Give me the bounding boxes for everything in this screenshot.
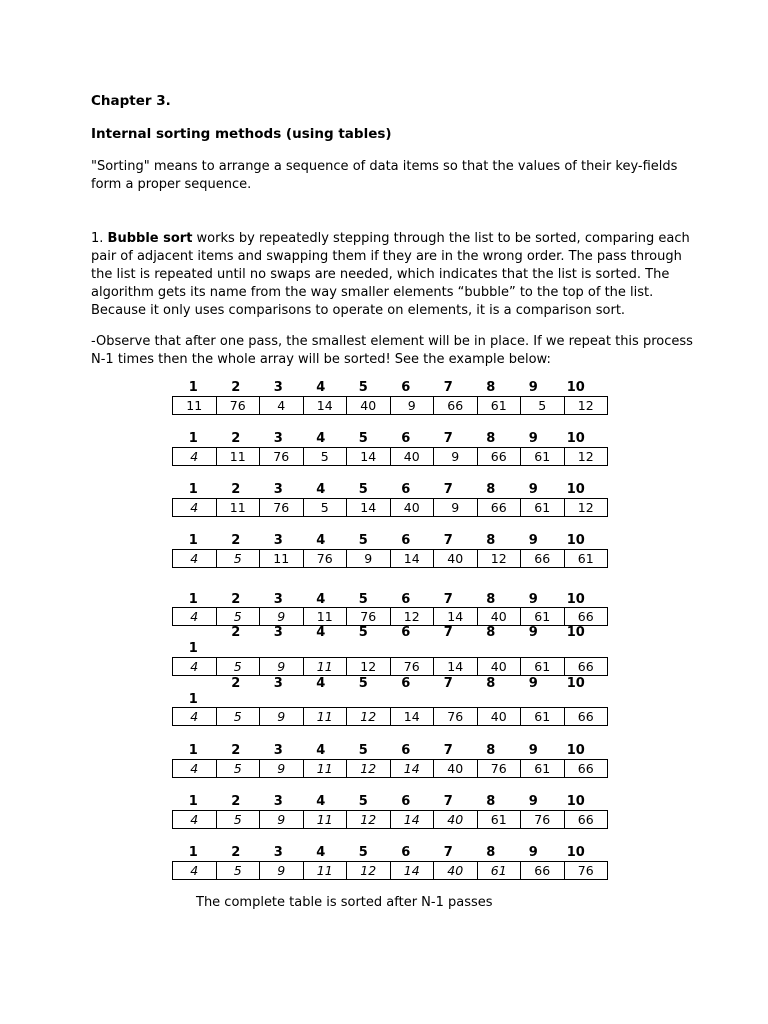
index-label: 3 [273,592,283,607]
index-label: 9 [528,845,538,860]
pass-values-row [172,498,608,517]
pass-values-row [172,447,608,466]
array-cell: 5 [303,499,347,517]
pass-header [172,380,597,396]
index-label: 2 [231,482,241,497]
index-label: 2 [231,743,241,758]
array-cell: 9 [390,397,434,415]
index-label: 1 [188,692,198,707]
array-cell: 76 [390,658,434,676]
array-cell: 5 [216,811,260,829]
bubble-term: Bubble sort [107,231,193,246]
array-cell: 11 [303,708,347,726]
array-cell: 5 [303,448,347,466]
index-label: 4 [316,794,326,809]
array-cell: 11 [173,397,217,415]
index-label: 7 [443,380,453,395]
array-cell: 61 [521,760,565,778]
array-cell: 61 [521,448,565,466]
array-cell: 11 [303,760,347,778]
index-label: 4 [316,743,326,758]
index-label: 7 [443,431,453,446]
index-label: 10 [566,676,585,691]
array-cell: 76 [303,550,347,568]
array-cell: 11 [260,550,304,568]
array-cell: 9 [260,760,304,778]
array-cell: 61 [521,499,565,517]
index-label: 8 [486,592,496,607]
array-cell: 12 [347,862,391,880]
index-label: 9 [528,794,538,809]
array-cell: 9 [347,550,391,568]
index-label: 4 [316,845,326,860]
index-label: 9 [528,482,538,497]
array-cell: 66 [564,811,608,829]
index-label: 9 [528,431,538,446]
intro-paragraph [91,158,691,194]
index-label: 6 [401,676,411,691]
chapter-heading: Chapter 3. [91,93,171,109]
array-cell: 4 [260,397,304,415]
array-cell: 5 [216,862,260,880]
pass-values-row [172,607,608,626]
index-label: 3 [273,845,283,860]
index-label: 7 [443,625,453,640]
index-label: 10 [566,625,585,640]
array-cell: 40 [434,550,478,568]
index-label: 3 [273,743,283,758]
array-cell: 4 [173,550,217,568]
intro-line: form a proper sequence. [91,177,252,192]
pass-header [172,592,597,608]
index-label: 3 [273,625,283,640]
array-cell: 76 [564,862,608,880]
pass-header [172,625,597,656]
array-cell: 12 [564,448,608,466]
index-label: 3 [273,794,283,809]
index-label: 4 [316,380,326,395]
pass-values-row [172,810,608,829]
index-label: 5 [358,845,368,860]
index-label: 6 [401,380,411,395]
array-cell: 76 [477,760,521,778]
index-label: 4 [316,676,326,691]
index-label: 6 [401,794,411,809]
array-cell: 11 [303,862,347,880]
array-cell: 12 [347,658,391,676]
array-cell: 11 [303,608,347,626]
index-label: 8 [486,845,496,860]
array-cell: 5 [216,760,260,778]
pass-values-row [172,396,608,415]
array-cell: 61 [521,658,565,676]
index-label: 7 [443,592,453,607]
bubble-first-line [91,230,691,248]
array-cell: 40 [347,397,391,415]
caption: The complete table is sorted after N-1 passes [196,895,493,910]
index-label: 3 [273,482,283,497]
index-label: 10 [566,592,585,607]
array-cell: 66 [521,862,565,880]
index-label: 1 [188,743,198,758]
index-label: 8 [486,431,496,446]
index-label: 5 [358,592,368,607]
index-label: 10 [566,794,585,809]
array-cell: 40 [434,862,478,880]
array-cell: 14 [303,397,347,415]
array-cell: 12 [347,760,391,778]
array-cell: 12 [347,811,391,829]
bubble-line: Because it only uses comparisons to operate on elements, it is a comparison sort. [91,303,626,318]
pass-header [172,533,597,549]
index-label: 8 [486,533,496,548]
array-cell: 4 [173,608,217,626]
index-label: 7 [443,794,453,809]
index-label: 2 [231,533,241,548]
index-label: 10 [566,845,585,860]
array-cell: 9 [434,448,478,466]
array-cell: 9 [260,811,304,829]
index-label: 6 [401,533,411,548]
pass-values-row [172,657,608,676]
index-label: 8 [486,794,496,809]
array-cell: 61 [564,550,608,568]
index-label: 10 [566,482,585,497]
array-cell: 14 [434,608,478,626]
index-label: 2 [231,794,241,809]
array-cell: 11 [303,811,347,829]
index-label: 2 [231,380,241,395]
index-label: 6 [401,431,411,446]
index-label: 7 [443,845,453,860]
index-label: 2 [231,625,241,640]
pass-header [172,431,597,447]
observe-line: N-1 times then the whole array will be sorted! See the example below: [91,352,551,367]
pass-header [172,845,597,861]
array-cell: 14 [390,760,434,778]
bubble-first-line-rest: works by repeatedly stepping through the list to be sorted, comparing each [192,231,690,246]
array-cell: 40 [434,760,478,778]
array-cell: 5 [521,397,565,415]
array-cell: 12 [477,550,521,568]
array-cell: 9 [260,862,304,880]
array-cell: 76 [434,708,478,726]
array-cell: 40 [477,608,521,626]
array-cell: 14 [390,708,434,726]
index-label: 4 [316,482,326,497]
array-cell: 40 [434,811,478,829]
pass-values-row [172,707,608,726]
index-label: 1 [188,845,198,860]
index-label: 5 [358,676,368,691]
index-label: 1 [188,592,198,607]
array-cell: 4 [173,499,217,517]
array-cell: 61 [521,708,565,726]
pass-values-row [172,861,608,880]
array-cell: 61 [521,608,565,626]
index-label: 3 [273,380,283,395]
array-cell: 4 [173,708,217,726]
index-label: 6 [401,845,411,860]
array-cell: 40 [477,658,521,676]
index-label: 8 [486,743,496,758]
array-cell: 11 [216,448,260,466]
index-label: 3 [273,676,283,691]
index-label: 4 [316,533,326,548]
index-label: 9 [528,380,538,395]
index-label: 8 [486,625,496,640]
array-cell: 14 [390,862,434,880]
index-label: 9 [528,625,538,640]
intro-line: "Sorting" means to arrange a sequence of data items so that the values of their key-fields [91,159,678,174]
observe-paragraph [91,333,691,369]
array-cell: 4 [173,811,217,829]
index-label: 7 [443,533,453,548]
index-label: 10 [566,380,585,395]
index-label: 9 [528,592,538,607]
index-label: 6 [401,743,411,758]
array-cell: 9 [260,608,304,626]
array-cell: 12 [390,608,434,626]
array-cell: 5 [216,608,260,626]
array-cell: 66 [564,708,608,726]
index-label: 1 [188,380,198,395]
index-label: 5 [358,380,368,395]
index-label: 4 [316,625,326,640]
pass-values-row [172,549,608,568]
index-label: 10 [566,533,585,548]
bubble-line: algorithm gets its name from the way smaller elements “bubble” to the top of the list. [91,285,654,300]
index-label: 9 [528,676,538,691]
array-cell: 4 [173,658,217,676]
index-label: 1 [188,794,198,809]
array-cell: 76 [260,448,304,466]
pass-header [172,482,597,498]
pass-values-row [172,759,608,778]
index-label: 2 [231,592,241,607]
bubble-number: 1. [91,231,104,246]
index-label: 7 [443,482,453,497]
pass-header [172,676,597,707]
array-cell: 12 [347,708,391,726]
observe-line: -Observe that after one pass, the smallest element will be in place. If we repeat this process [91,334,693,349]
index-label: 1 [188,641,198,656]
index-label: 2 [231,431,241,446]
array-cell: 61 [477,811,521,829]
array-cell: 61 [477,397,521,415]
index-label: 10 [566,743,585,758]
index-label: 1 [188,533,198,548]
array-cell: 9 [434,499,478,517]
array-cell: 11 [303,658,347,676]
array-cell: 14 [347,499,391,517]
index-label: 2 [231,845,241,860]
array-cell: 76 [216,397,260,415]
index-label: 6 [401,592,411,607]
pass-header [172,794,597,810]
index-label: 8 [486,676,496,691]
index-label: 5 [358,625,368,640]
array-cell: 14 [390,811,434,829]
array-cell: 76 [260,499,304,517]
array-cell: 40 [390,499,434,517]
array-cell: 4 [173,448,217,466]
array-cell: 66 [564,658,608,676]
index-label: 3 [273,533,283,548]
array-cell: 76 [521,811,565,829]
index-label: 10 [566,431,585,446]
array-cell: 12 [564,499,608,517]
array-cell: 5 [216,708,260,726]
array-cell: 14 [434,658,478,676]
array-cell: 40 [477,708,521,726]
section-title: Internal sorting methods (using tables) [91,126,392,142]
array-cell: 14 [390,550,434,568]
index-label: 7 [443,743,453,758]
array-cell: 66 [564,760,608,778]
array-cell: 66 [477,499,521,517]
array-cell: 66 [434,397,478,415]
index-label: 6 [401,625,411,640]
index-label: 6 [401,482,411,497]
index-label: 5 [358,743,368,758]
bubble-line: the list is repeated until no swaps are needed, which indicates that the list is sorted. The [91,267,670,282]
array-cell: 66 [564,608,608,626]
index-label: 5 [358,533,368,548]
array-cell: 5 [216,550,260,568]
array-cell: 9 [260,658,304,676]
array-cell: 76 [347,608,391,626]
pass-header [172,743,597,759]
index-label: 7 [443,676,453,691]
index-label: 8 [486,380,496,395]
index-label: 5 [358,794,368,809]
index-label: 1 [188,482,198,497]
index-label: 9 [528,533,538,548]
bubble-line: pair of adjacent items and swapping them if they are in the wrong order. The pass through [91,249,682,264]
index-label: 2 [231,676,241,691]
index-label: 5 [358,431,368,446]
array-cell: 14 [347,448,391,466]
index-label: 4 [316,592,326,607]
index-label: 8 [486,482,496,497]
array-cell: 61 [477,862,521,880]
index-label: 3 [273,431,283,446]
array-cell: 5 [216,658,260,676]
array-cell: 4 [173,862,217,880]
bubble-sort-paragraph [91,230,691,320]
index-label: 1 [188,431,198,446]
array-cell: 66 [521,550,565,568]
array-cell: 12 [564,397,608,415]
array-cell: 4 [173,760,217,778]
array-cell: 9 [260,708,304,726]
array-cell: 40 [390,448,434,466]
array-cell: 11 [216,499,260,517]
index-label: 5 [358,482,368,497]
array-cell: 66 [477,448,521,466]
index-label: 9 [528,743,538,758]
index-label: 4 [316,431,326,446]
